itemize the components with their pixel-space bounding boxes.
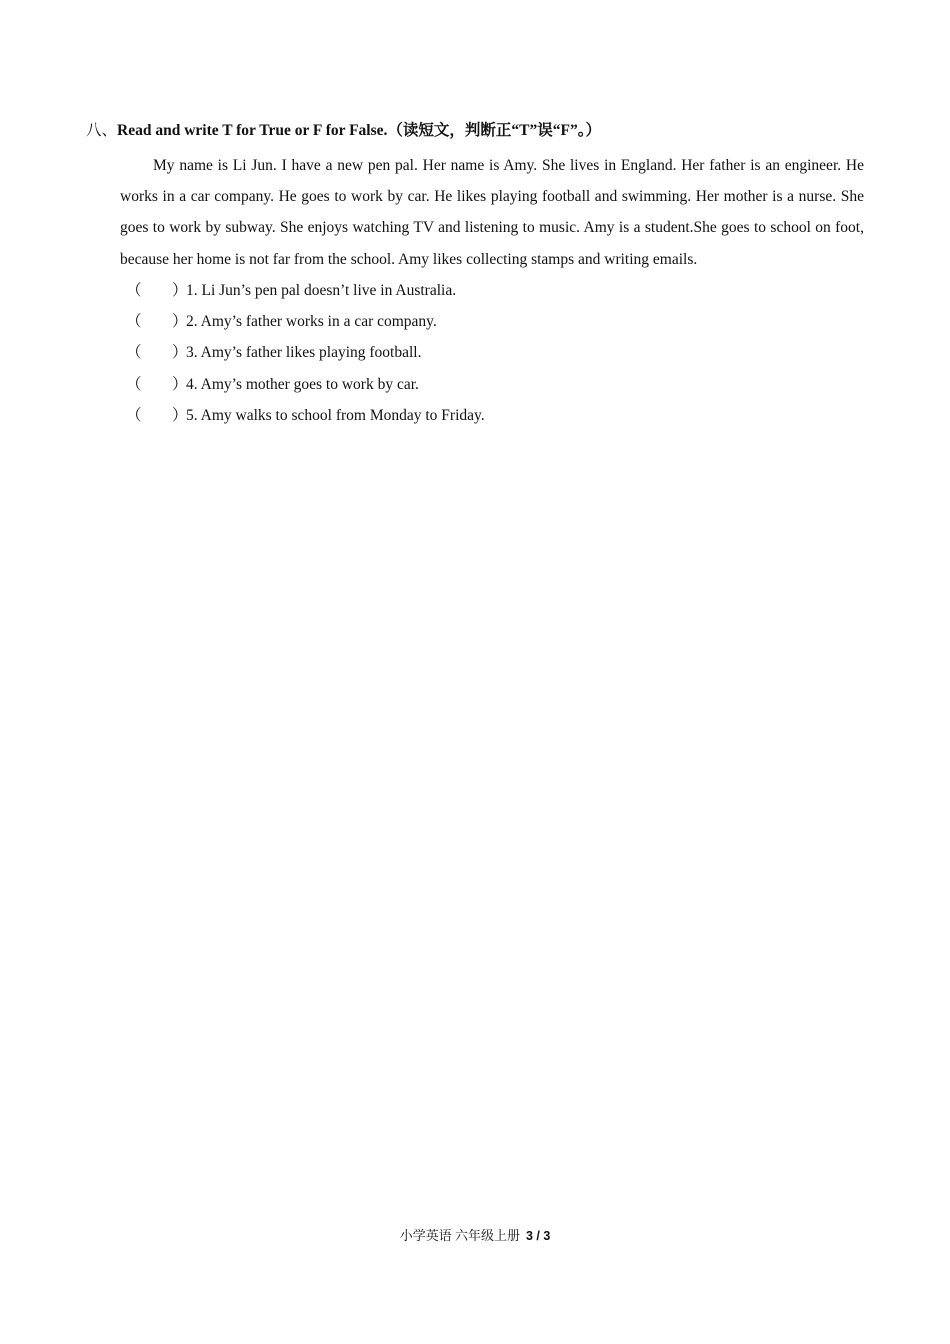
answer-paren-open: （ [126, 344, 142, 362]
answer-paren-close: ） [172, 375, 188, 393]
answer-blank[interactable] [134, 374, 172, 394]
answer-paren-open: （ [126, 313, 142, 331]
answer-blank[interactable] [134, 281, 172, 301]
answer-blank[interactable] [134, 343, 172, 363]
answer-paren-open: （ [126, 282, 142, 299]
answer-paren-close: ） [172, 313, 188, 331]
answer-blank[interactable] [134, 405, 172, 425]
answer-paren-close: ） [172, 406, 188, 424]
question-item [120, 306, 864, 337]
question-item [120, 337, 864, 368]
question-text: 4. Amy’s mother goes to work by car. [186, 375, 419, 393]
section-heading [86, 120, 601, 142]
footer-label: 小学英语 六年级上册 [399, 1228, 520, 1243]
answer-blank[interactable] [134, 312, 172, 332]
question-list [120, 275, 864, 431]
page-footer [0, 1226, 950, 1246]
question-text: 3. Amy’s father likes playing football. [186, 344, 422, 362]
section-instruction-en: Read and write T for True or F for False. [117, 122, 388, 139]
question-text: 2. Amy’s father works in a car company. [186, 313, 437, 331]
answer-paren-open: （ [126, 406, 142, 424]
answer-paren-open: （ [126, 375, 142, 393]
answer-paren-close: ） [172, 344, 188, 362]
question-item [120, 369, 864, 400]
section-instruction-cn: （读短文，判断正“T”误“F”。） [387, 122, 601, 139]
section-number: 八、 [86, 122, 118, 139]
page-number: 3 / 3 [525, 1229, 551, 1243]
question-item [120, 400, 864, 431]
question-item [120, 275, 864, 306]
answer-paren-close: ） [172, 282, 188, 299]
reading-passage: My name is Li Jun. I have a new pen pal. Her name is Amy. She lives in England. Her father is an engineer. He works in a car company. He goes to work by car. He likes playing football and swimming. Her mother is a nurse. She goes to work by subway. She enjoys watching TV and listening to music. Amy is a student.She goes to school on foot, because her home is not far from the school. Amy likes collecting stamps and writing emails. [120, 157, 864, 268]
question-text: 1. Li Jun’s pen pal doesn’t live in Australia. [186, 282, 457, 299]
question-text: 5. Amy walks to school from Monday to Friday. [186, 406, 485, 424]
